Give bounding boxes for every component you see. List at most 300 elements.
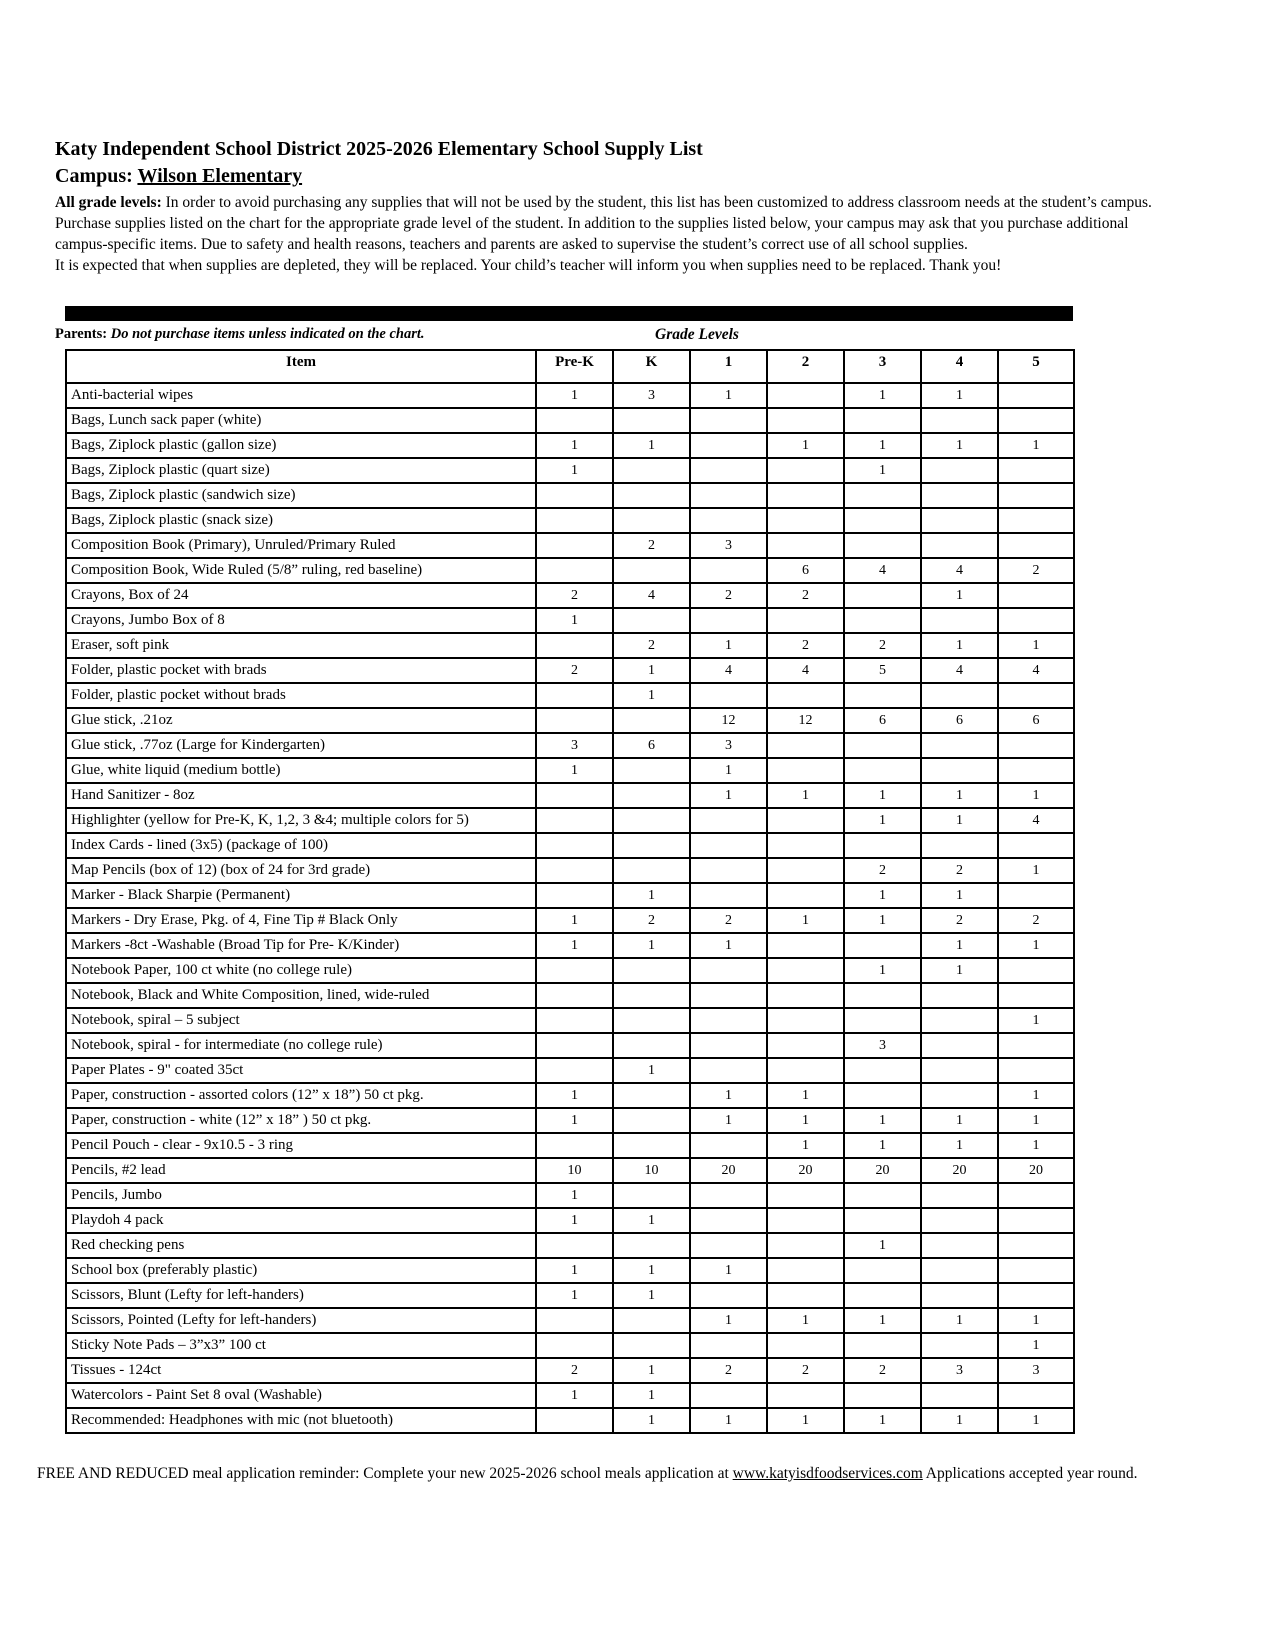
qty-cell: 20: [998, 1158, 1074, 1183]
qty-cell: [613, 1008, 690, 1033]
qty-cell: 1: [998, 1108, 1074, 1133]
qty-cell: [690, 1208, 767, 1233]
qty-cell: [690, 1058, 767, 1083]
qty-cell: 2: [536, 658, 613, 683]
qty-cell: [536, 1033, 613, 1058]
qty-cell: 1: [536, 1258, 613, 1283]
qty-cell: [844, 1383, 921, 1408]
qty-cell: 12: [767, 708, 844, 733]
qty-cell: [921, 1183, 998, 1208]
qty-cell: [690, 608, 767, 633]
qty-cell: 10: [536, 1158, 613, 1183]
qty-cell: [844, 733, 921, 758]
qty-cell: [921, 608, 998, 633]
qty-cell: 1: [536, 908, 613, 933]
qty-cell: [767, 683, 844, 708]
qty-cell: 1: [998, 783, 1074, 808]
qty-cell: 1: [921, 633, 998, 658]
qty-cell: [921, 1083, 998, 1108]
table-row: [66, 733, 1074, 758]
qty-cell: [613, 1108, 690, 1133]
qty-cell: [690, 808, 767, 833]
table-row: [66, 1408, 1074, 1433]
qty-cell: [844, 608, 921, 633]
item-cell: Paper, construction - white (12” x 18” ) 50 ct pkg.: [66, 1108, 536, 1133]
page-title: Katy Independent School District 2025-2026 Elementary School Supply List: [55, 138, 703, 160]
table-row: [66, 1358, 1074, 1383]
qty-cell: 1: [844, 908, 921, 933]
table-row: [66, 1108, 1074, 1133]
grade-column-header-1: 1: [690, 350, 767, 383]
qty-cell: 1: [998, 1083, 1074, 1108]
qty-cell: [998, 958, 1074, 983]
qty-cell: 1: [613, 1208, 690, 1233]
qty-cell: [536, 983, 613, 1008]
table-row: [66, 508, 1074, 533]
table-row: [66, 1208, 1074, 1233]
table-row: [66, 1258, 1074, 1283]
qty-cell: 1: [536, 933, 613, 958]
item-cell: Hand Sanitizer - 8oz: [66, 783, 536, 808]
table-row: [66, 683, 1074, 708]
qty-cell: 1: [536, 433, 613, 458]
qty-cell: [613, 458, 690, 483]
qty-cell: 2: [690, 1358, 767, 1383]
qty-cell: 1: [690, 633, 767, 658]
qty-cell: [767, 483, 844, 508]
qty-cell: [921, 1033, 998, 1058]
qty-cell: [536, 533, 613, 558]
qty-cell: [536, 1333, 613, 1358]
qty-cell: [844, 1208, 921, 1233]
qty-cell: 20: [921, 1158, 998, 1183]
qty-cell: [536, 1058, 613, 1083]
item-cell: Notebook Paper, 100 ct white (no college rule): [66, 958, 536, 983]
table-row: [66, 1233, 1074, 1258]
qty-cell: [613, 1333, 690, 1358]
table-row: [66, 1308, 1074, 1333]
qty-cell: 1: [844, 783, 921, 808]
qty-cell: [690, 1008, 767, 1033]
qty-cell: [844, 983, 921, 1008]
table-row: [66, 983, 1074, 1008]
qty-cell: 1: [844, 1233, 921, 1258]
table-row: [66, 858, 1074, 883]
qty-cell: [613, 758, 690, 783]
qty-cell: [844, 933, 921, 958]
qty-cell: [690, 1383, 767, 1408]
qty-cell: [613, 608, 690, 633]
qty-cell: 1: [844, 808, 921, 833]
qty-cell: 1: [844, 1408, 921, 1433]
qty-cell: [690, 883, 767, 908]
intro-lead: All grade levels:: [55, 194, 162, 211]
qty-cell: [844, 1333, 921, 1358]
qty-cell: 1: [921, 808, 998, 833]
qty-cell: 2: [690, 908, 767, 933]
table-row: [66, 758, 1074, 783]
qty-cell: 1: [613, 658, 690, 683]
qty-cell: 2: [767, 583, 844, 608]
table-row: [66, 1333, 1074, 1358]
table-row: [66, 433, 1074, 458]
qty-cell: [921, 1383, 998, 1408]
item-cell: Composition Book, Wide Ruled (5/8” ruling, red baseline): [66, 558, 536, 583]
qty-cell: 1: [690, 1408, 767, 1433]
qty-cell: [998, 1233, 1074, 1258]
qty-cell: 1: [844, 383, 921, 408]
item-cell: Markers - Dry Erase, Pkg. of 4, Fine Tip # Black Only: [66, 908, 536, 933]
qty-cell: [690, 683, 767, 708]
qty-cell: 1: [921, 1133, 998, 1158]
qty-cell: [690, 483, 767, 508]
qty-cell: 2: [844, 858, 921, 883]
qty-cell: [536, 1408, 613, 1433]
qty-cell: [998, 1183, 1074, 1208]
qty-cell: [998, 983, 1074, 1008]
table-row: [66, 1383, 1074, 1408]
qty-cell: [536, 958, 613, 983]
qty-cell: [536, 1233, 613, 1258]
parents-note: Do not purchase items unless indicated on the chart.: [110, 326, 425, 342]
qty-cell: [921, 1008, 998, 1033]
qty-cell: 1: [613, 1258, 690, 1283]
qty-cell: [998, 533, 1074, 558]
supply-table: [65, 349, 1075, 1434]
qty-cell: 1: [998, 1308, 1074, 1333]
qty-cell: [767, 383, 844, 408]
item-cell: Scissors, Blunt (Lefty for left-handers): [66, 1283, 536, 1308]
qty-cell: [767, 1383, 844, 1408]
item-cell: Red checking pens: [66, 1233, 536, 1258]
intro-paragraph: [55, 192, 1153, 255]
qty-cell: 2: [613, 533, 690, 558]
table-row: [66, 408, 1074, 433]
qty-cell: [998, 408, 1074, 433]
qty-cell: [921, 1208, 998, 1233]
item-cell: Paper Plates - 9" coated 35ct: [66, 1058, 536, 1083]
item-cell: Pencils, Jumbo: [66, 1183, 536, 1208]
qty-cell: [767, 833, 844, 858]
qty-cell: [767, 1208, 844, 1233]
campus-line: [55, 163, 1220, 190]
qty-cell: 1: [690, 1083, 767, 1108]
qty-cell: [921, 458, 998, 483]
qty-cell: 1: [998, 1133, 1074, 1158]
qty-cell: 2: [613, 908, 690, 933]
qty-cell: [844, 1058, 921, 1083]
qty-cell: [613, 858, 690, 883]
qty-cell: [844, 758, 921, 783]
qty-cell: 20: [767, 1158, 844, 1183]
qty-cell: [921, 508, 998, 533]
qty-cell: 6: [844, 708, 921, 733]
qty-cell: 2: [844, 633, 921, 658]
qty-cell: 1: [690, 1108, 767, 1133]
qty-cell: 1: [536, 458, 613, 483]
qty-cell: [767, 1283, 844, 1308]
qty-cell: 1: [921, 433, 998, 458]
qty-cell: 1: [767, 1108, 844, 1133]
qty-cell: 1: [536, 383, 613, 408]
qty-cell: [536, 633, 613, 658]
table-row: [66, 933, 1074, 958]
item-cell: Tissues - 124ct: [66, 1358, 536, 1383]
item-cell: Glue stick, .21oz: [66, 708, 536, 733]
qty-cell: 1: [690, 758, 767, 783]
qty-cell: [536, 483, 613, 508]
qty-cell: 1: [767, 783, 844, 808]
qty-cell: 1: [690, 933, 767, 958]
qty-cell: 2: [767, 1358, 844, 1383]
replacement-note: It is expected that when supplies are depleted, they will be replaced. Your child’s teacher will inform you when supplies need to be replaced. Thank you!: [55, 257, 1002, 274]
table-row: [66, 1158, 1074, 1183]
campus-label: Campus:: [55, 165, 133, 187]
grade-column-header-3: 3: [844, 350, 921, 383]
item-cell: Bags, Ziplock plastic (sandwich size): [66, 483, 536, 508]
qty-cell: [844, 408, 921, 433]
qty-cell: 1: [613, 1383, 690, 1408]
table-row: [66, 783, 1074, 808]
item-cell: School box (preferably plastic): [66, 1258, 536, 1283]
qty-cell: 1: [844, 883, 921, 908]
qty-cell: [767, 1033, 844, 1058]
table-row: [66, 458, 1074, 483]
qty-cell: [998, 1283, 1074, 1308]
qty-cell: [767, 458, 844, 483]
qty-cell: 1: [921, 383, 998, 408]
qty-cell: 1: [921, 1108, 998, 1133]
qty-cell: 1: [921, 883, 998, 908]
qty-cell: [844, 1083, 921, 1108]
qty-cell: [690, 1233, 767, 1258]
qty-cell: [998, 1058, 1074, 1083]
qty-cell: 1: [767, 433, 844, 458]
qty-cell: [921, 758, 998, 783]
qty-cell: [613, 1133, 690, 1158]
item-cell: Folder, plastic pocket without brads: [66, 683, 536, 708]
item-cell: Highlighter (yellow for Pre-K, K, 1,2, 3 &4; multiple colors for 5): [66, 808, 536, 833]
item-cell: Folder, plastic pocket with brads: [66, 658, 536, 683]
qty-cell: 1: [844, 458, 921, 483]
table-header-row: [66, 350, 1074, 383]
qty-cell: 4: [844, 558, 921, 583]
grade-levels-label: Grade Levels: [655, 326, 739, 343]
qty-cell: 2: [844, 1358, 921, 1383]
qty-cell: [998, 683, 1074, 708]
qty-cell: 20: [844, 1158, 921, 1183]
qty-cell: [767, 858, 844, 883]
qty-cell: [536, 408, 613, 433]
qty-cell: [690, 458, 767, 483]
qty-cell: [613, 708, 690, 733]
qty-cell: 2: [613, 633, 690, 658]
qty-cell: 6: [767, 558, 844, 583]
qty-cell: [998, 1258, 1074, 1283]
qty-cell: 1: [613, 1408, 690, 1433]
table-row: [66, 908, 1074, 933]
qty-cell: [921, 683, 998, 708]
qty-cell: 10: [613, 1158, 690, 1183]
qty-cell: [921, 833, 998, 858]
qty-cell: [536, 783, 613, 808]
meal-application-note: [37, 1463, 1157, 1484]
qty-cell: 20: [690, 1158, 767, 1183]
qty-cell: [613, 808, 690, 833]
qty-cell: 2: [998, 908, 1074, 933]
supply-table-rows: [66, 383, 1074, 1433]
qty-cell: [536, 808, 613, 833]
qty-cell: [613, 558, 690, 583]
qty-cell: 2: [690, 583, 767, 608]
qty-cell: [690, 958, 767, 983]
item-cell: Pencils, #2 lead: [66, 1158, 536, 1183]
qty-cell: 3: [921, 1358, 998, 1383]
qty-cell: [921, 733, 998, 758]
qty-cell: 2: [536, 583, 613, 608]
qty-cell: 1: [690, 783, 767, 808]
qty-cell: 1: [536, 1183, 613, 1208]
qty-cell: [613, 783, 690, 808]
qty-cell: [998, 1383, 1074, 1408]
qty-cell: [767, 533, 844, 558]
qty-cell: [921, 1258, 998, 1283]
qty-cell: [767, 608, 844, 633]
qty-cell: [536, 1008, 613, 1033]
qty-cell: [690, 1333, 767, 1358]
meal-application-link[interactable]: www.katyisdfoodservices.com: [732, 1465, 923, 1482]
grade-column-header-2: 2: [767, 350, 844, 383]
qty-cell: [921, 1058, 998, 1083]
qty-cell: [690, 1283, 767, 1308]
qty-cell: 1: [844, 1133, 921, 1158]
item-cell: Bags, Ziplock plastic (snack size): [66, 508, 536, 533]
qty-cell: [921, 408, 998, 433]
qty-cell: [536, 858, 613, 883]
qty-cell: [921, 533, 998, 558]
qty-cell: [998, 608, 1074, 633]
qty-cell: 6: [921, 708, 998, 733]
intro-text: In order to avoid purchasing any supplies that will not be used by the student, this list has been customized to address classroom needs at the student’s campus. Purchase supplies listed on the chart for the appropriate grade level of the student. In addition to the supplies listed below, your campus may ask that you purchase additional campus-specific items. Due to safety and health reasons, teachers and parents are asked to supervise the student’s correct use of all school supplies.: [55, 194, 1152, 253]
qty-cell: [690, 508, 767, 533]
qty-cell: 1: [690, 1258, 767, 1283]
qty-cell: 1: [998, 633, 1074, 658]
table-row: [66, 708, 1074, 733]
qty-cell: [844, 1258, 921, 1283]
item-cell: Sticky Note Pads – 3”x3” 100 ct: [66, 1333, 536, 1358]
qty-cell: [767, 758, 844, 783]
qty-cell: [613, 1033, 690, 1058]
qty-cell: 3: [690, 733, 767, 758]
qty-cell: 1: [613, 1358, 690, 1383]
table-row: [66, 1008, 1074, 1033]
qty-cell: 2: [536, 1358, 613, 1383]
qty-cell: [690, 1033, 767, 1058]
qty-cell: [921, 1233, 998, 1258]
qty-cell: [921, 1283, 998, 1308]
qty-cell: [536, 558, 613, 583]
qty-cell: [844, 1283, 921, 1308]
qty-cell: [844, 1008, 921, 1033]
qty-cell: [613, 1183, 690, 1208]
grade-column-header-5: 5: [998, 350, 1074, 383]
item-cell: Marker - Black Sharpie (Permanent): [66, 883, 536, 908]
qty-cell: [767, 983, 844, 1008]
qty-cell: [536, 1308, 613, 1333]
qty-cell: 3: [998, 1358, 1074, 1383]
item-cell: Notebook, Black and White Composition, lined, wide-ruled: [66, 983, 536, 1008]
item-cell: Pencil Pouch - clear - 9x10.5 - 3 ring: [66, 1133, 536, 1158]
qty-cell: 1: [536, 1208, 613, 1233]
table-row: [66, 1083, 1074, 1108]
qty-cell: [613, 983, 690, 1008]
table-row: [66, 383, 1074, 408]
qty-cell: 1: [536, 1083, 613, 1108]
item-cell: Watercolors - Paint Set 8 oval (Washable): [66, 1383, 536, 1408]
qty-cell: [690, 1183, 767, 1208]
table-row: [66, 633, 1074, 658]
qty-cell: 6: [998, 708, 1074, 733]
table-row: [66, 883, 1074, 908]
item-cell: Crayons, Box of 24: [66, 583, 536, 608]
qty-cell: [844, 533, 921, 558]
parents-label: Parents:: [55, 326, 108, 342]
qty-cell: [613, 508, 690, 533]
table-row: [66, 1133, 1074, 1158]
table-row: [66, 533, 1074, 558]
qty-cell: 1: [767, 1083, 844, 1108]
qty-cell: [613, 958, 690, 983]
meal-note-after-link: Applications accepted year round.: [922, 1465, 1138, 1482]
qty-cell: [767, 883, 844, 908]
item-cell: Playdoh 4 pack: [66, 1208, 536, 1233]
qty-cell: 1: [998, 858, 1074, 883]
item-cell: Scissors, Pointed (Lefty for left-handers): [66, 1308, 536, 1333]
table-row: [66, 483, 1074, 508]
qty-cell: 1: [690, 1308, 767, 1333]
item-cell: Recommended: Headphones with mic (not bluetooth): [66, 1408, 536, 1433]
qty-cell: 1: [767, 1308, 844, 1333]
qty-cell: 6: [613, 733, 690, 758]
qty-cell: 1: [921, 783, 998, 808]
qty-cell: 1: [613, 1058, 690, 1083]
qty-cell: [613, 1308, 690, 1333]
table-row: [66, 958, 1074, 983]
grade-column-header-4: 4: [921, 350, 998, 383]
qty-cell: 1: [536, 1108, 613, 1133]
campus-name: Wilson Elementary: [137, 165, 303, 187]
item-cell: Paper, construction - assorted colors (12” x 18”) 50 ct pkg.: [66, 1083, 536, 1108]
qty-cell: [536, 1133, 613, 1158]
qty-cell: [921, 483, 998, 508]
qty-cell: [998, 733, 1074, 758]
item-column-header: Item: [66, 350, 536, 383]
qty-cell: [767, 958, 844, 983]
qty-cell: [844, 483, 921, 508]
item-cell: Bags, Ziplock plastic (quart size): [66, 458, 536, 483]
qty-cell: [767, 1008, 844, 1033]
table-row: [66, 1033, 1074, 1058]
qty-cell: 1: [921, 933, 998, 958]
qty-cell: 1: [921, 1408, 998, 1433]
table-row: [66, 808, 1074, 833]
qty-cell: 1: [998, 433, 1074, 458]
qty-cell: 1: [844, 1108, 921, 1133]
qty-cell: [998, 483, 1074, 508]
table-row: [66, 583, 1074, 608]
qty-cell: [998, 1208, 1074, 1233]
item-cell: Glue stick, .77oz (Large for Kindergarten): [66, 733, 536, 758]
